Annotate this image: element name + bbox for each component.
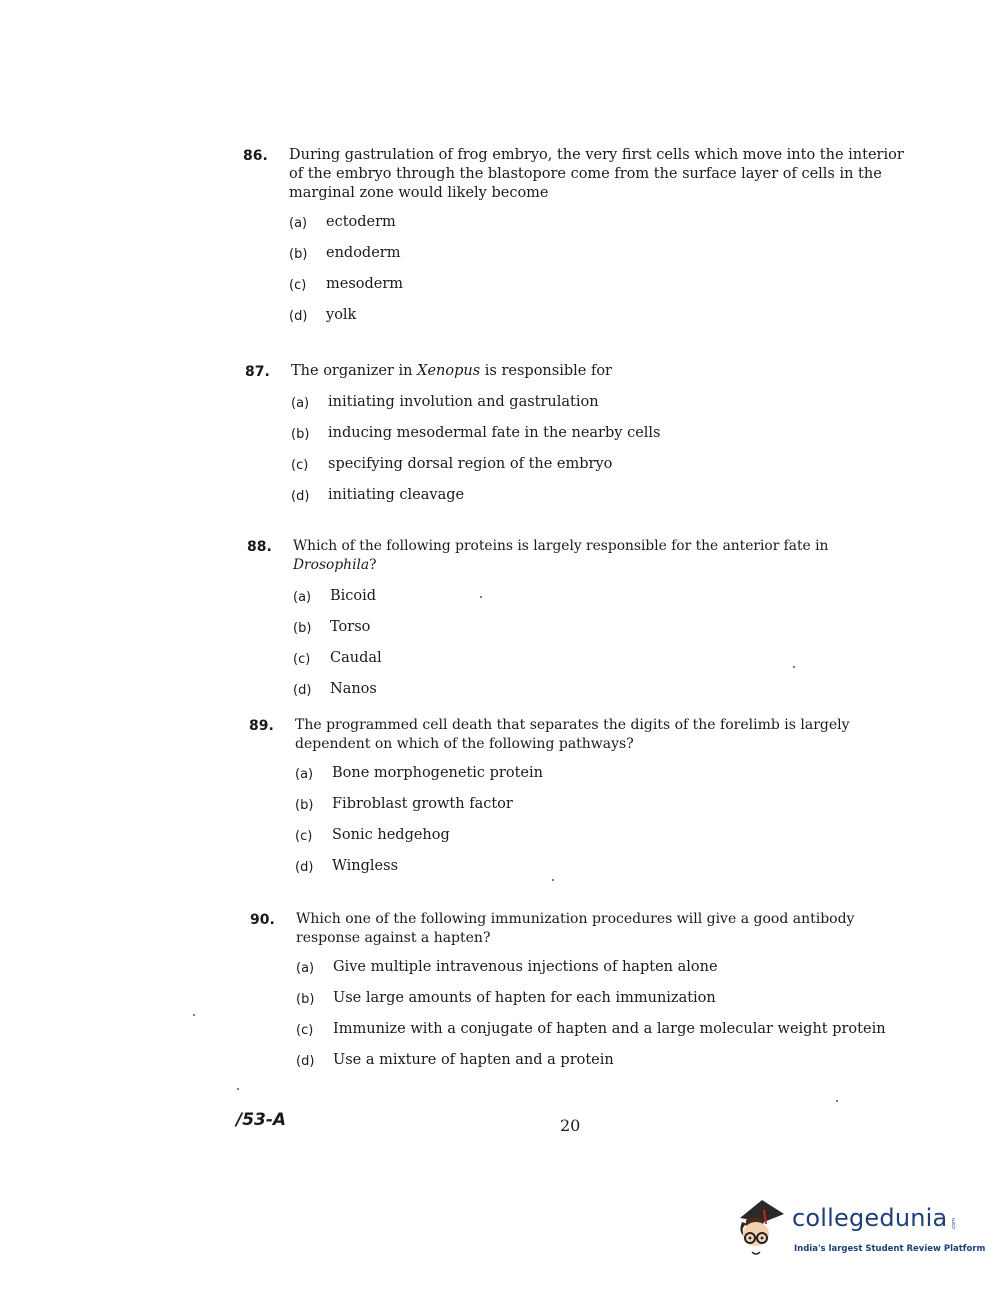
species-name: Drosophila [293,557,370,573]
option-letter: (b) [293,621,312,636]
question-text-end: is responsible for [480,363,612,379]
option-text: mesoderm [326,276,404,292]
option-b [295,795,914,826]
option-letter: (b) [289,247,308,262]
option-letter: (b) [295,798,314,813]
option-letter: (c) [296,1023,314,1038]
option-c [289,275,905,306]
species-name: Xenopus [417,363,481,379]
option-letter: (d) [289,309,308,324]
logo-tagline: India's largest Student Review Platform [794,1244,986,1254]
option-text: ectoderm [326,214,396,230]
scan-speck [552,879,554,881]
question-text: During gastrulation of frog embryo, the very first cells which move into the interior of the embryo through the blastopore come from the surface layer of cells in the marginal zone would likely become [289,147,904,201]
question-text: The programmed cell death that separates the digits of the forelimb is largely dependent on which of the following pathways? [295,717,850,752]
option-text: Use large amounts of hapten for each immunization [333,990,716,1006]
option-text: initiating involution and gastrulation [328,394,599,410]
option-c [296,1020,915,1051]
option-text: Nanos [330,681,377,697]
option-b [289,244,905,275]
option-letter: (d) [293,683,312,698]
scan-speck [793,666,795,668]
option-letter: (c) [289,278,307,293]
option-letter: (a) [291,396,310,411]
scan-speck [836,1100,838,1102]
question-text-start: The organizer in [291,363,418,379]
scan-speck [480,596,482,598]
option-a [295,764,914,795]
option-a [291,393,885,424]
option-text: Fibroblast growth factor [332,796,513,812]
question-text-start: Which of the following proteins is largely responsible for the anterior fate in [293,538,829,554]
option-d [291,486,885,517]
option-d [295,857,914,888]
option-text: Immunize with a conjugate of hapten and a large molecular weight protein [333,1021,886,1037]
option-letter: (d) [295,860,314,875]
option-letter: (c) [295,829,313,844]
page-number: 20 [560,1116,581,1135]
option-letter: (d) [296,1054,315,1069]
question-90 [250,910,915,1082]
option-c [291,455,885,486]
option-c [295,826,914,857]
question-text [291,362,885,381]
question-88 [247,537,912,711]
option-text: initiating cleavage [328,487,465,503]
question-89 [249,716,914,888]
option-d [293,680,912,711]
option-a [289,213,905,244]
scan-speck [237,1088,239,1090]
option-text: Give multiple intravenous injections of hapten alone [333,959,718,975]
option-b [293,618,912,649]
option-letter: (b) [291,427,310,442]
option-d [296,1051,915,1082]
mascot-icon [734,1196,790,1258]
option-letter: (c) [293,652,311,667]
option-d [289,306,905,337]
option-text: endoderm [326,245,401,261]
question-number: 90. [250,912,275,928]
option-letter: (d) [291,489,310,504]
question-text: Which one of the following immunization procedures will give a good antibody response against a hapten? [296,911,855,946]
question-text-end: ? [369,557,377,573]
option-text: Use a mixture of hapten and a protein [333,1052,614,1068]
option-letter: (a) [289,216,308,231]
option-letter: (c) [291,458,309,473]
question-87 [245,362,885,517]
option-text: inducing mesodermal fate in the nearby cells [328,425,661,441]
logo-tld: .com [951,1218,957,1231]
question-number: 89. [249,718,274,734]
question-number: 86. [243,148,268,164]
option-letter: (b) [296,992,315,1007]
option-letter: (a) [296,961,315,976]
option-text: Bone morphogenetic protein [332,765,543,781]
option-a [293,587,912,618]
option-letter: (a) [295,767,314,782]
option-a [296,958,915,989]
option-text: Sonic hedgehog [332,827,450,843]
collegedunia-logo [734,1196,986,1266]
option-text: Bicoid [330,588,377,604]
option-text: Wingless [332,858,399,874]
scan-speck [193,1014,195,1016]
option-text: specifying dorsal region of the embryo [328,456,613,472]
option-c [293,649,912,680]
question-86 [243,146,905,337]
option-b [291,424,885,455]
question-text [293,537,912,575]
option-text: yolk [326,307,357,323]
logo-wordmark: collegedunia [792,1204,948,1232]
paper-code: /53-A [236,1110,287,1130]
question-number: 87. [245,364,270,380]
option-text: Torso [330,619,371,635]
option-b [296,989,915,1020]
option-letter: (a) [293,590,312,605]
question-number: 88. [247,539,272,555]
option-text: Caudal [330,650,382,666]
